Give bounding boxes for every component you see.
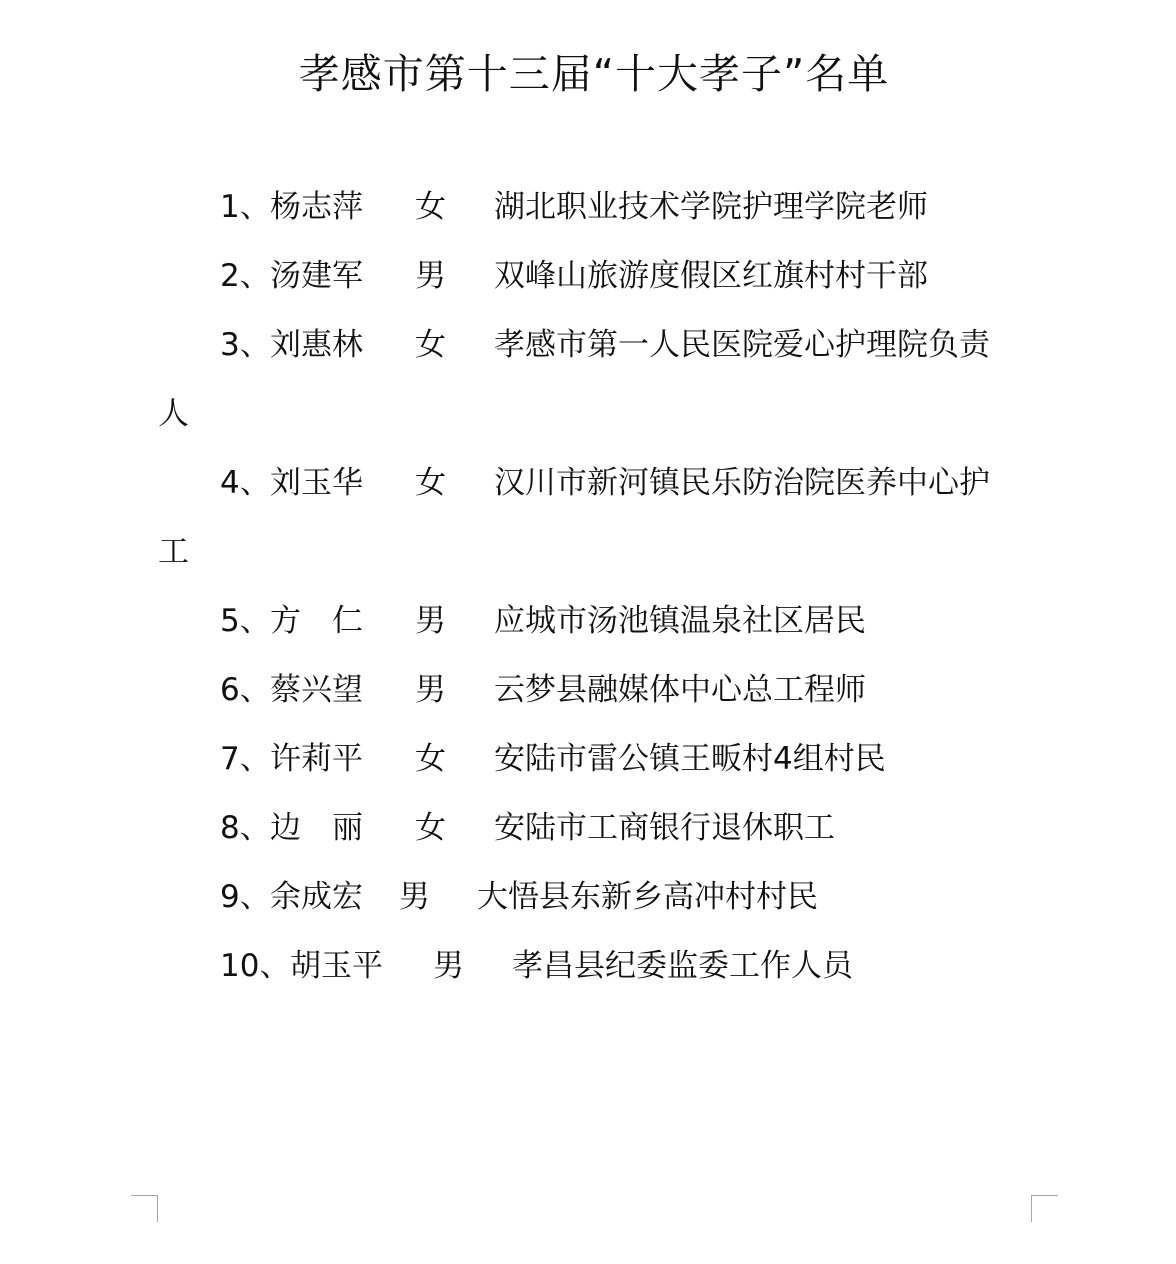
entry-gender: 男 [415,603,446,639]
entry-name: 杨志萍 [270,189,363,225]
entry-gender: 男 [415,672,446,708]
entry-description: 云梦县融媒体中心总工程师 [494,672,866,708]
entry-description: 孝感市第一人民医院爱心护理院负责 [494,327,990,363]
entry-description: 湖北职业技术学院护理学院老师 [494,189,928,225]
entry-description: 大悟县东新乡高冲村村民 [477,879,818,915]
entry-description: 安陆市雷公镇王畈村4组村民 [494,741,886,777]
entry-gender: 女 [415,189,446,225]
entry-gender: 男 [399,879,430,915]
entry-description: 孝昌县纪委监委工作人员 [512,948,853,984]
entry-number: 9、 [220,879,271,915]
entry-number: 6、 [220,672,271,708]
entry-gender: 女 [415,810,446,846]
entry-description-continuation: 工 [158,534,189,570]
entry-description: 汉川市新河镇民乐防治院医养中心护 [494,465,990,501]
entry-name: 许莉平 [270,741,363,777]
entry-number: 1、 [220,189,271,225]
entry-description: 安陆市工商银行退休职工 [494,810,835,846]
entry-number: 4、 [220,465,271,501]
entry-number: 8、 [220,810,271,846]
entry-name: 汤建军 [270,258,363,294]
entry-description: 应城市汤池镇温泉社区居民 [494,603,866,639]
entry-gender: 女 [415,327,446,363]
entry-gender: 女 [415,465,446,501]
document-title: 孝感市第十三届“十大孝子”名单 [298,50,890,98]
entry-number: 5、 [220,603,271,639]
entry-name: 刘玉华 [270,465,363,501]
entry-name: 胡玉平 [290,948,383,984]
entry-description: 双峰山旅游度假区红旗村村干部 [494,258,928,294]
page-corner-mark-right [1031,1195,1058,1222]
entry-name: 方 仁 [270,603,363,639]
entry-gender: 男 [433,948,464,984]
entry-number: 3、 [220,327,271,363]
entry-name: 余成宏 [270,879,363,915]
entry-number: 7、 [220,741,271,777]
entry-description-continuation: 人 [158,396,189,432]
entry-name: 蔡兴望 [270,672,363,708]
entry-name: 边 丽 [270,810,363,846]
entry-number: 10、 [220,948,291,984]
entry-gender: 女 [415,741,446,777]
page-corner-mark-left [131,1195,158,1222]
entry-number: 2、 [220,258,271,294]
entry-gender: 男 [415,258,446,294]
entry-name: 刘惠林 [270,327,363,363]
